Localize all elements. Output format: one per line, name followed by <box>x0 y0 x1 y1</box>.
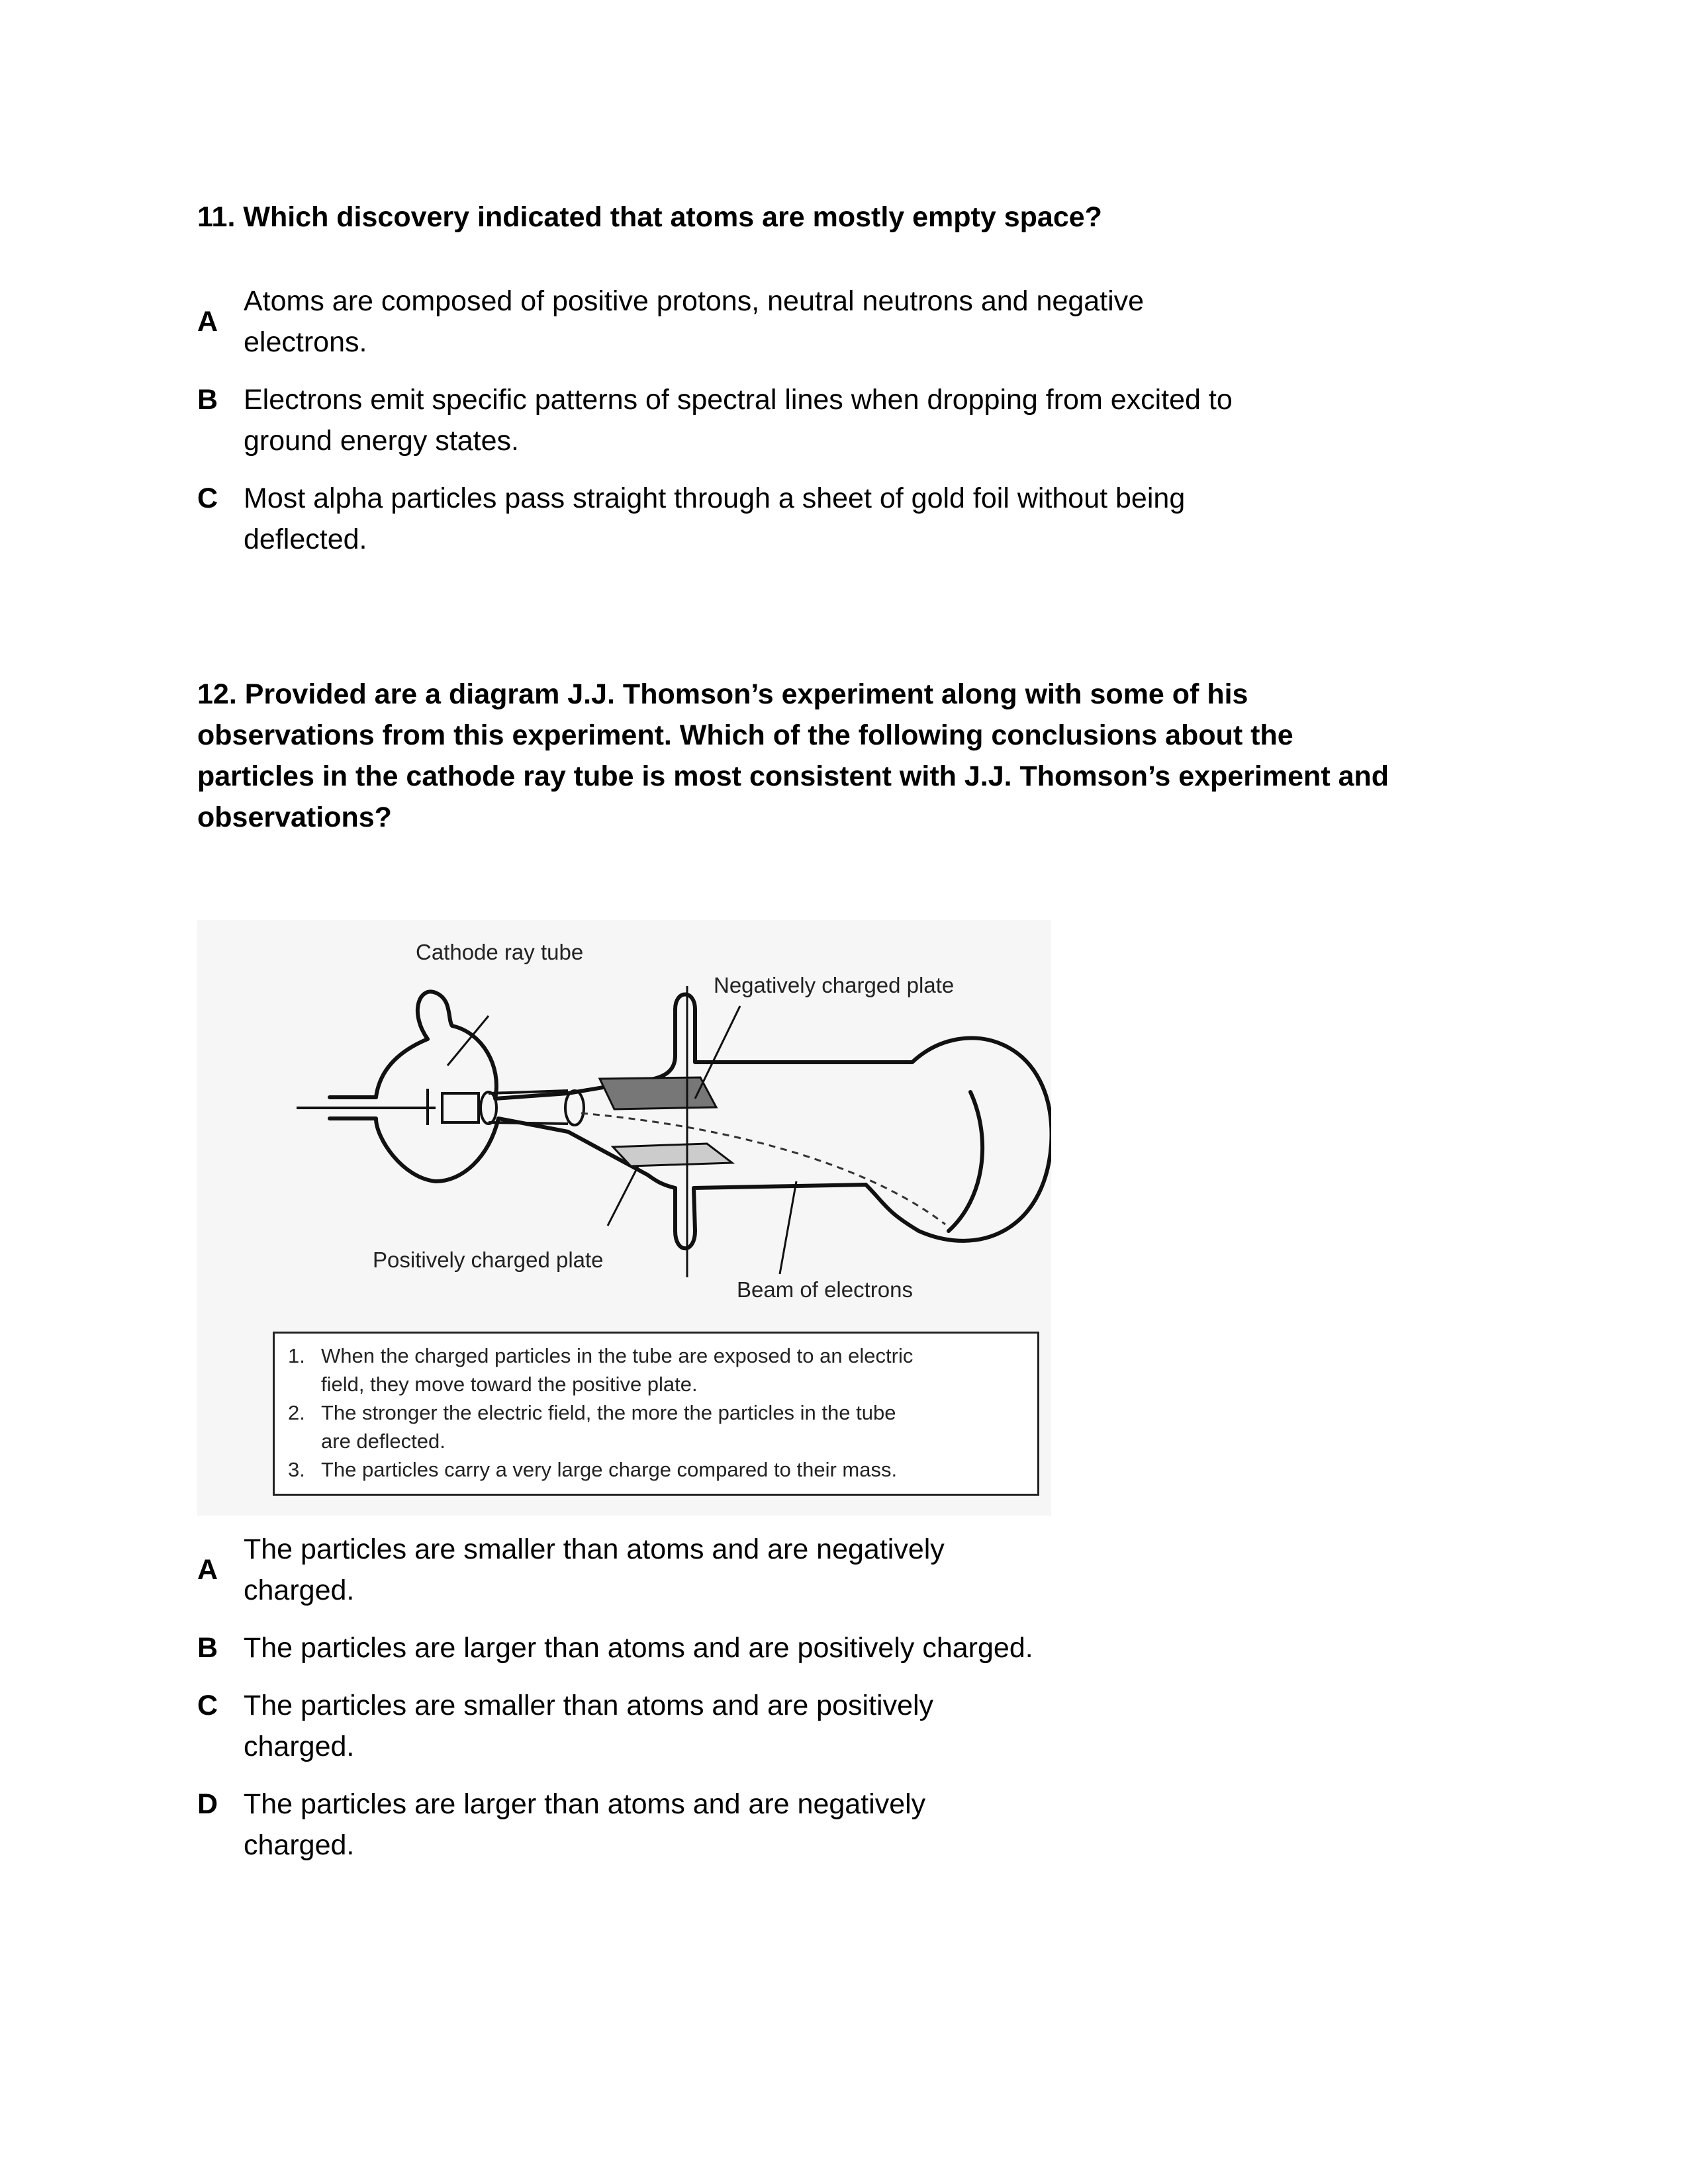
option-text <box>244 281 1144 363</box>
question-11-number: 11 <box>197 201 228 233</box>
observation-text <box>321 1342 1023 1398</box>
label-cathode-ray-tube: Cathode ray tube <box>416 940 584 964</box>
option-text-line: The particles are smaller than atoms and are negatively <box>244 1533 945 1565</box>
option-text-line: Atoms are composed of positive protons, neutral neutrons and negative <box>244 285 1145 317</box>
label-positive-plate: Positively charged plate <box>373 1248 604 1272</box>
observation-number: 3. <box>288 1458 305 1481</box>
option-text-line: charged. <box>244 1829 355 1861</box>
option-text-line: The particles are larger than atoms and are negatively <box>244 1788 926 1820</box>
option-letter: C <box>197 1690 218 1721</box>
option-letter: A <box>197 1554 218 1586</box>
option-text-line: The particles are smaller than atoms and are positively <box>244 1690 934 1721</box>
option-text <box>244 478 1185 560</box>
option-text-line: ground energy states. <box>244 425 519 457</box>
question-12-line: particles in the cathode ray tube is most consistent with J.J. Thomson’s experiment and <box>197 760 1389 792</box>
question-11-text: . Which discovery indicated that atoms are mostly empty space? <box>227 201 1102 233</box>
question-12-line: 12. Provided are a diagram J.J. Thomson’s experiment along with some of his <box>197 678 1248 710</box>
cathode-ray-tube-diagram <box>197 920 1051 1330</box>
label-pointers <box>447 986 796 1277</box>
option-text-line: The particles are larger than atoms and are positively charged. <box>244 1632 1033 1664</box>
option-text <box>244 1529 945 1611</box>
option-letter: B <box>197 1632 218 1664</box>
observation-number: 1. <box>288 1344 305 1367</box>
q11-option-c[interactable] <box>197 478 1521 560</box>
question-12-line: observations from this experiment. Which of the following conclusions about the <box>197 719 1293 751</box>
observation-text <box>321 1455 1023 1484</box>
observation-text <box>321 1398 1023 1455</box>
label-beam-of-electrons: Beam of electrons <box>737 1277 913 1302</box>
q11-option-b[interactable] <box>197 379 1521 461</box>
option-text-line: charged. <box>244 1731 355 1762</box>
option-text <box>244 379 1233 461</box>
tube-outline <box>330 991 1051 1248</box>
question-12-line: observations? <box>197 801 392 833</box>
positive-plate <box>613 1144 732 1166</box>
observation-line: The particles carry a very large charge compared to their mass. <box>321 1458 898 1481</box>
observation-line: When the charged particles in the tube are exposed to an electric <box>321 1344 914 1367</box>
q12-option-b[interactable] <box>197 1627 1521 1668</box>
option-text-line: charged. <box>244 1574 355 1606</box>
question-11-title <box>197 197 1455 238</box>
option-text-line: deflected. <box>244 523 367 555</box>
option-text <box>244 1685 933 1767</box>
label-negative-plate: Negatively charged plate <box>714 973 955 997</box>
observation-line: The stronger the electric field, the more the particles in the tube <box>321 1401 896 1424</box>
q12-option-c[interactable] <box>197 1685 1521 1767</box>
observation-line: field, they move toward the positive plate. <box>321 1373 698 1396</box>
observation-line: are deflected. <box>321 1430 445 1453</box>
option-letter: C <box>197 482 218 514</box>
option-letter: D <box>197 1788 218 1820</box>
option-letter: A <box>197 306 218 338</box>
option-text <box>244 1627 1033 1668</box>
q12-option-d[interactable] <box>197 1784 1521 1866</box>
q11-option-a[interactable] <box>197 281 1521 363</box>
observation-number: 2. <box>288 1401 305 1424</box>
option-text <box>244 1784 925 1866</box>
option-text-line: Electrons emit specific patterns of spectral lines when dropping from excited to <box>244 384 1233 416</box>
q12-option-a[interactable] <box>197 1529 1521 1611</box>
option-letter: B <box>197 384 218 416</box>
question-12-title <box>197 674 1521 838</box>
option-text-line: Most alpha particles pass straight through a sheet of gold foil without being <box>244 482 1186 514</box>
negative-plate <box>600 1077 716 1109</box>
option-text-line: electrons. <box>244 326 367 358</box>
observations-box <box>273 1332 1039 1496</box>
